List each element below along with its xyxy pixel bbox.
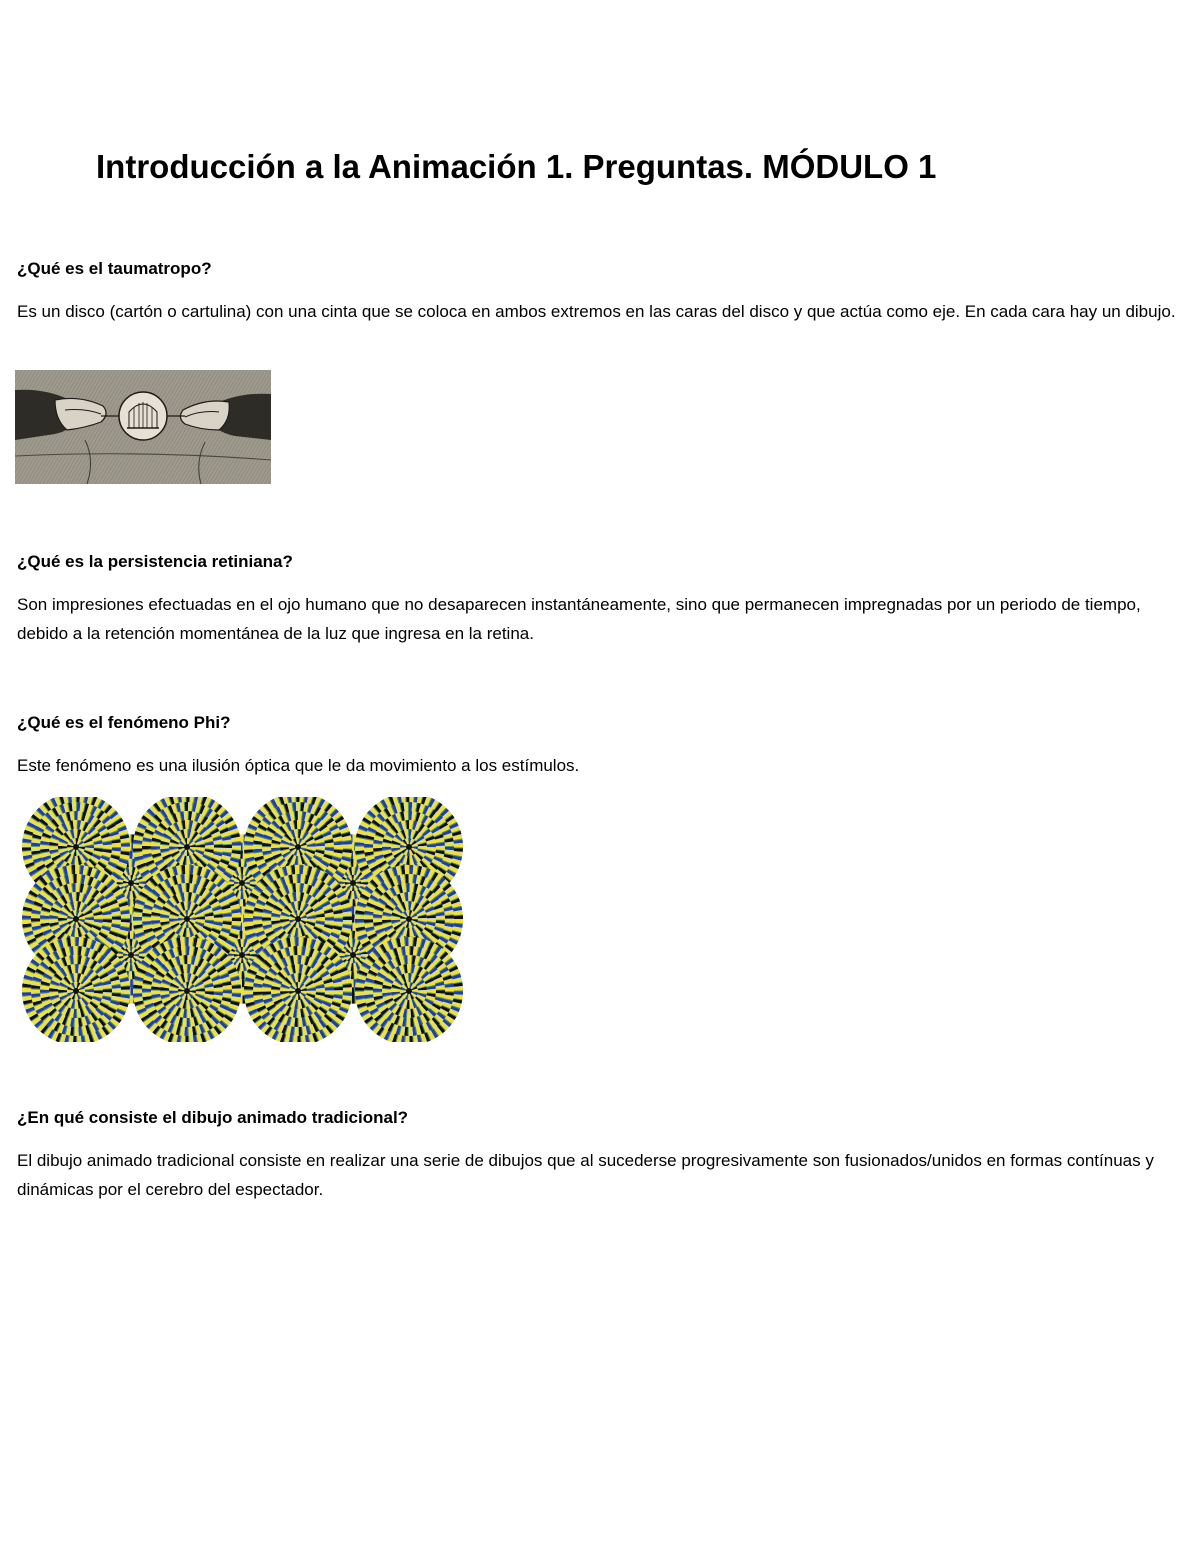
answer-taumatropo: Es un disco (cartón o cartulina) con una cinta que se coloca en ambos extremos en las caras del disco y que actúa como eje. En cada cara hay un dibujo. — [17, 302, 1176, 321]
answer-fenomeno-phi: Este fenómeno es una ilusión óptica que le da movimiento a los estímulos. — [17, 756, 580, 775]
illusion-disk — [355, 937, 463, 1042]
answer-dibujo-animado: El dibujo animado tradicional consiste en realizar una serie de dibujos que al sucederse progresivamente son fusionados/unidos en formas contínuas y dinámicas por el cerebro del espectador. — [17, 1151, 1154, 1199]
answer-persistencia: Son impresiones efectuadas en el ojo humano que no desaparecen instantáneamente, sino que permanecen impregnadas por un periodo de tiempo, debido a la retención momentánea de la luz que ingresa en la retina. — [17, 595, 1141, 643]
question-taumatropo: ¿Qué es el taumatropo? — [17, 259, 212, 278]
page-title: Introducción a la Animación 1. Preguntas. MÓDULO 1 — [96, 148, 937, 185]
rotating-snakes-icon — [20, 797, 466, 1042]
phi-illusion-image — [20, 797, 466, 1042]
thaumatrope-illustration-icon — [15, 370, 271, 484]
question-persistencia: ¿Qué es la persistencia retiniana? — [17, 552, 293, 571]
thaumatrope-image — [15, 370, 271, 484]
question-fenomeno-phi: ¿Qué es el fenómeno Phi? — [17, 713, 231, 732]
illusion-disk — [133, 937, 241, 1042]
question-dibujo-animado: ¿En qué consiste el dibujo animado tradicional? — [17, 1108, 409, 1127]
illusion-disk — [244, 937, 352, 1042]
illusion-disk — [22, 937, 130, 1042]
